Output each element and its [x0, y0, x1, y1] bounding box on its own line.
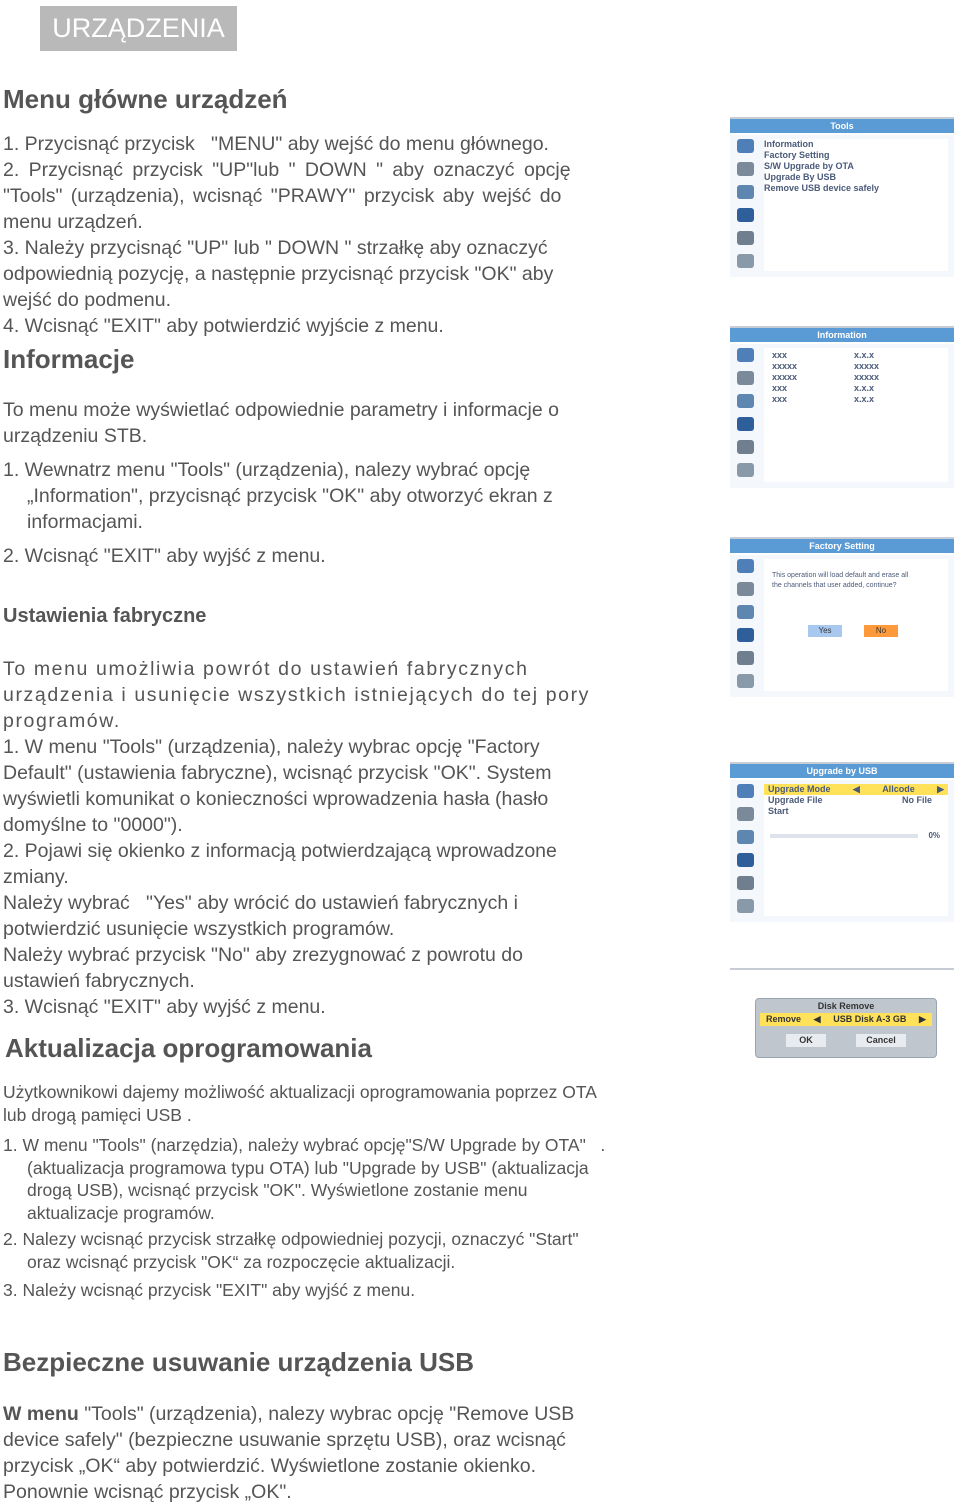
menu-list [764, 139, 948, 271]
text-line: To menu umożliwia powrót do ustawień fabrycznych [3, 658, 529, 680]
factory-intro [3, 656, 673, 734]
factory-screen [730, 537, 954, 697]
text-line: zmiany. [3, 866, 69, 888]
game-icon [737, 651, 754, 665]
update-heading: Aktualizacja oprogramowania [5, 1033, 372, 1063]
settings-icon [737, 674, 754, 688]
tools-icon [737, 371, 754, 385]
settings-icon [737, 254, 754, 268]
text-span: "Tools" (urządzenia), nalezy wybrac opcję "Remove USB [78, 1403, 575, 1425]
tools-screen [730, 117, 954, 277]
info-value: xxxxx [772, 372, 798, 382]
text-line: (aktualizacja programowa typu OTA) lub "Upgrade by USB" (aktualizacja [27, 1157, 589, 1178]
settings-icon [737, 899, 754, 913]
info-right-column [854, 350, 879, 405]
cancel-button[interactable]: Cancel [856, 1034, 906, 1047]
section-title: URZĄDZENIA [40, 6, 237, 51]
globe-icon [737, 605, 754, 619]
info-left-column [772, 350, 797, 405]
text-line: urządzenia i usunięcie wszystkich istniejących do tej pory [3, 684, 591, 706]
settings-icon [737, 463, 754, 477]
text-line: 1. W menu "Tools" (urządzenia), należy wybrac opcję "Factory [3, 736, 540, 758]
text-line: 2. Nalezy wcisnąć przycisk strzałkę odpowiedniej pozycji, oznaczyć "Start" [3, 1229, 579, 1249]
text-line: Użytkownikowi dajemy możliwość aktualizacji oprogramowania poprzez OTA [3, 1082, 597, 1102]
text-line: Należy wybrać "Yes" aby wrócić do ustawień fabrycznych i [3, 892, 518, 914]
info-value: x.x.x [854, 383, 875, 393]
info-value: xxxxx [854, 361, 880, 371]
text-line: device safely" (bezpieczne usuwanie sprzętu USB), oraz wcisnąć [3, 1429, 566, 1451]
factory-message [764, 559, 948, 691]
globe-icon [737, 394, 754, 408]
divider [730, 968, 954, 970]
main-menu-text [3, 131, 673, 339]
text-line: 4. Wcisnąć "EXIT" aby potwierdzić wyjście z menu. [3, 315, 444, 337]
icon-column [734, 559, 758, 693]
tools-icon [737, 162, 754, 176]
option-label: Upgrade Mode [768, 784, 831, 794]
game-icon [737, 876, 754, 890]
text-line: menu urządzeń. [3, 211, 143, 233]
info-value: xxx [772, 383, 788, 393]
menu-item[interactable]: Information [764, 139, 814, 149]
text-line: 2. Wcisnąć "EXIT" aby wyjść z menu. [3, 545, 326, 567]
message-line: the channels that user added, continue? [772, 582, 897, 589]
usb-text [3, 1401, 673, 1505]
factory-steps [3, 734, 673, 1020]
info-value: xxx [772, 350, 788, 360]
globe-icon [737, 185, 754, 199]
person-icon [737, 628, 754, 642]
text-line: 2. Przycisnąć przycisk "UP"lub " DOWN " aby oznaczyć opcję [3, 159, 571, 181]
info-text [3, 397, 673, 569]
person-icon [737, 853, 754, 867]
text-line: 1. Przycisnąć przycisk "MENU" aby wejść do menu głównego. [3, 133, 549, 155]
tv-icon [737, 559, 754, 573]
progress-value: 0% [928, 831, 940, 840]
bold-prefix: W menu [3, 1403, 79, 1425]
option-label: Remove [766, 1014, 802, 1024]
yes-button[interactable]: Yes [808, 625, 842, 637]
right-arrow-icon: ▶ [919, 1014, 926, 1024]
update-step3: 3. Należy wcisnąć przycisk "EXIT" aby wyjść z menu. [3, 1280, 416, 1300]
option-label: Start [768, 806, 789, 816]
no-button[interactable]: No [864, 625, 898, 637]
text-line: "Tools" (urządzenia), wcisnąć "PRAWY" przycisk aby wejść do [3, 185, 562, 207]
text-line: domyślne to "0000"). [3, 814, 183, 836]
info-table [764, 348, 948, 482]
info-value: xxxxx [772, 361, 798, 371]
text-line: Ponownie wcisnąć przycisk „OK". [3, 1481, 292, 1503]
info-heading: Informacje [3, 344, 135, 374]
update-step1 [3, 1134, 673, 1224]
text-line [3, 1401, 673, 1427]
option-value: Allcode [882, 784, 915, 794]
text-line: oraz wcisnąć przycisk "OK“ za rozpoczęcie aktualizacji. [27, 1251, 456, 1272]
tv-icon [737, 784, 754, 798]
info-value: x.x.x [854, 394, 875, 404]
tv-icon [737, 139, 754, 153]
text-line: 2. Pojawi się okienko z informacją potwierdzającą wprowadzone [3, 840, 557, 862]
tools-icon [737, 807, 754, 821]
info-value: xxxxx [854, 372, 880, 382]
game-icon [737, 231, 754, 245]
factory-heading: Ustawienia fabryczne [3, 605, 207, 627]
upgrade-file-row[interactable] [764, 795, 948, 806]
screen-title: Upgrade by USB [730, 764, 954, 778]
text-line: „Information", przycisnąć przycisk "OK" aby otworzyć ekran z [27, 485, 553, 507]
option-value: USB Disk A-3 GB [833, 1014, 907, 1024]
text-line: 1. Wewnatrz menu "Tools" (urządzenia), nalezy wybrać opcję [3, 459, 531, 481]
menu-item[interactable]: Remove USB device safely [764, 183, 880, 193]
dialog-title: Disk Remove [817, 1001, 875, 1011]
text-line: 1. W menu "Tools" (narzędzia), należy wybrać opcję"S/W Upgrade by OTA" . [3, 1135, 606, 1155]
text-line: ustawień fabrycznych. [3, 970, 195, 992]
text-line: Należy wybrać przycisk "No" aby zrezygnować z powrotu do [3, 944, 523, 966]
text-line: drogą USB), wcisnąć przycisk "OK". Wyświetlone zostanie menu [27, 1180, 528, 1200]
tv-icon [737, 348, 754, 362]
text-line: informacjami. [27, 511, 143, 533]
text-line: aktualizacje programów. [27, 1202, 215, 1223]
text-line: odpowiednią pozycję, a następnie przycisnąć przycisk "OK" aby [3, 263, 554, 285]
person-icon [737, 208, 754, 222]
text-line: Default" (ustawienia fabryczne), wcisnąć przycisk "OK". System [3, 762, 552, 784]
menu-item[interactable]: Upgrade By USB [764, 172, 837, 182]
game-icon [737, 440, 754, 454]
upgrade-mode-row[interactable] [764, 784, 948, 795]
main-menu-heading: Menu główne urządzeń [3, 84, 288, 114]
text-line: lub drogą pamięci USB . [3, 1104, 192, 1125]
icon-column [734, 139, 758, 273]
text-line: potwierdzić usunięcie wszystkich programów. [3, 918, 395, 940]
screen-title: Information [730, 328, 954, 342]
text-line: wejść do podmenu. [3, 289, 172, 311]
ok-button[interactable]: OK [786, 1034, 826, 1047]
upgrade-options [764, 784, 948, 916]
globe-icon [737, 830, 754, 844]
left-arrow-icon: ◀ [813, 1014, 821, 1024]
screen-title: Factory Setting [730, 539, 954, 553]
right-arrow-icon: ▶ [937, 784, 944, 794]
progress-bar [770, 834, 918, 838]
text-line: wyświetli komunikat o konieczności wprowadzenia hasła (hasło [3, 788, 549, 810]
menu-item[interactable]: S/W Upgrade by OTA [764, 161, 854, 171]
remove-row[interactable] [760, 1013, 932, 1026]
text-line: 3. Należy przycisnąć "UP" lub " DOWN " strzałkę aby oznaczyć [3, 237, 548, 259]
text-line: przycisk „OK“ aby potwierdzić. Wyświetlone zostanie okienko. [3, 1455, 537, 1477]
update-intro [3, 1081, 673, 1126]
option-value: No File [901, 795, 932, 805]
update-step2 [3, 1228, 673, 1273]
message-line: This operation will load default and erase all [772, 572, 909, 579]
option-label: Upgrade File [768, 795, 823, 805]
screen-title: Tools [730, 119, 954, 133]
usb-heading: Bezpieczne usuwanie urządzenia USB [3, 1347, 475, 1377]
text-line: programów. [3, 710, 121, 732]
left-arrow-icon: ◀ [852, 784, 860, 794]
text-line: To menu może wyświetlać odpowiednie parametry i informacje o [3, 399, 559, 421]
text-line: 3. Wcisnąć "EXIT" aby wyjść z menu. [3, 996, 326, 1018]
icon-column [734, 784, 758, 918]
disk-remove-dialog [755, 998, 937, 1058]
info-value: x.x.x [854, 350, 875, 360]
info-value: xxx [772, 394, 788, 404]
tools-icon [737, 582, 754, 596]
upgrade-screen [730, 762, 954, 922]
menu-item[interactable]: Factory Setting [764, 150, 830, 160]
person-icon [737, 417, 754, 431]
text-line: urządzeniu STB. [3, 425, 148, 447]
information-screen [730, 326, 954, 488]
start-row[interactable] [764, 806, 948, 817]
icon-column [734, 348, 758, 484]
